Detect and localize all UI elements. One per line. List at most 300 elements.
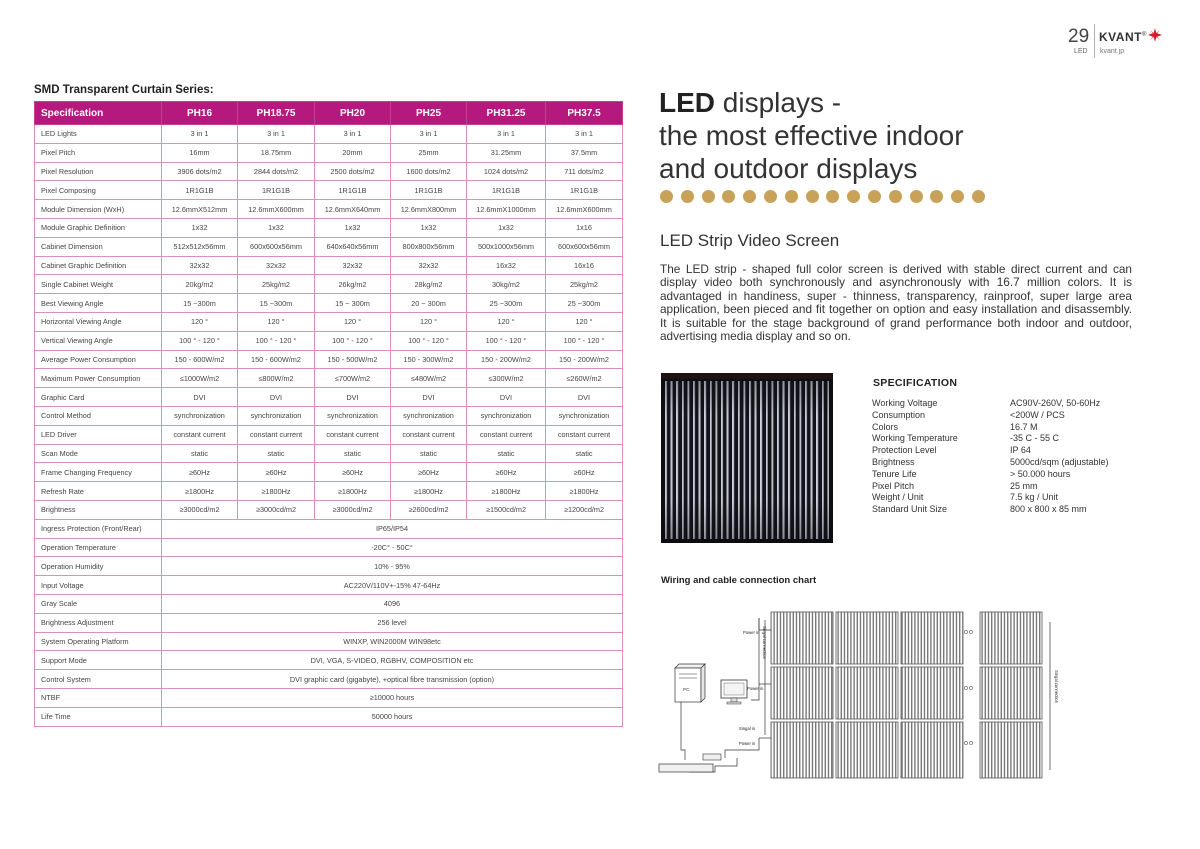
table-cell: constant current — [162, 425, 238, 444]
cabinet — [836, 667, 898, 719]
table-cell: 120 ° — [546, 312, 623, 331]
table-cell: 25 ~300m — [467, 294, 546, 313]
row-label: System Operating Platform — [35, 632, 162, 651]
gold-dot — [806, 190, 819, 203]
row-label: Ingress Protection (Front/Rear) — [35, 519, 162, 538]
row-label: Operation Humidity — [35, 557, 162, 576]
model-column-header: PH25 — [391, 102, 467, 125]
table-row — [35, 218, 623, 237]
table-row — [35, 576, 623, 595]
table-row — [35, 369, 623, 388]
decorative-dot-row — [660, 190, 985, 203]
table-cell: 12.6mmX640mm — [315, 200, 391, 219]
row-label: Module Graphic Definition — [35, 218, 162, 237]
signal-in-label: Singal in — [739, 726, 756, 731]
cabinet — [901, 667, 963, 719]
spec-table-header — [35, 102, 623, 125]
table-cell: 1R1G1B — [391, 181, 467, 200]
table-cell: ≥60Hz — [162, 463, 238, 482]
power-in-label: Power in — [743, 630, 760, 635]
table-cell: ≥1800Hz — [546, 482, 623, 501]
table-row — [35, 444, 623, 463]
table-cell: 1x32 — [467, 218, 546, 237]
table-row — [35, 425, 623, 444]
row-label: Life Time — [35, 707, 162, 726]
spec-key: Colors — [872, 421, 899, 432]
table-cell: ≥3000cd/m2 — [162, 500, 238, 519]
table-row — [35, 350, 623, 369]
row-label: Support Mode — [35, 651, 162, 670]
gold-dot — [722, 190, 735, 203]
table-row — [35, 651, 623, 670]
table-cell: 1x16 — [546, 218, 623, 237]
cabinet — [771, 722, 833, 778]
table-cell: ≥3000cd/m2 — [238, 500, 315, 519]
table-cell: 15 ~300m — [238, 294, 315, 313]
row-label: Brightness Adjustment — [35, 613, 162, 632]
row-label: Control Method — [35, 406, 162, 425]
table-cell: 12.6mmX1000mm — [467, 200, 546, 219]
gold-dot — [681, 190, 694, 203]
table-cell: 640x640x56mm — [315, 237, 391, 256]
table-cell: 150 - 300W/m2 — [391, 350, 467, 369]
monitor — [721, 680, 747, 704]
table-row — [35, 162, 623, 181]
row-label: Frame Changing Frequency — [35, 463, 162, 482]
table-cell: 37.5mm — [546, 143, 623, 162]
table-cell: ≥1500cd/m2 — [467, 500, 546, 519]
gold-dot — [910, 190, 923, 203]
table-cell: constant current — [238, 425, 315, 444]
table-title: SMD Transparent Curtain Series: — [34, 84, 214, 96]
table-cell: 500x1000x56mm — [467, 237, 546, 256]
led-curtain-photo — [661, 373, 833, 543]
table-cell: 800x800x56mm — [391, 237, 467, 256]
cabinet-connectors — [964, 630, 972, 744]
table-cell-merged: 256 level — [162, 613, 623, 632]
table-cell: 3 in 1 — [315, 125, 391, 144]
table-cell: ≥3000cd/m2 — [315, 500, 391, 519]
row-label: Maximum Power Consumption — [35, 369, 162, 388]
spec-key: Consumption — [872, 409, 926, 420]
table-cell: 2844 dots/m2 — [238, 162, 315, 181]
cabinet — [980, 667, 1042, 719]
cabinet — [901, 612, 963, 664]
gold-dot — [951, 190, 964, 203]
spec-key: Tenure Life — [872, 468, 917, 479]
table-cell: 100 ° - 120 ° — [467, 331, 546, 350]
table-row — [35, 707, 623, 726]
table-cell: DVI — [546, 388, 623, 407]
table-cell: 3906 dots/m2 — [162, 162, 238, 181]
controller-box — [659, 754, 721, 772]
signal-connection-label: Singal connection — [762, 626, 767, 660]
table-cell: synchronization — [546, 406, 623, 425]
row-label: Pixel Resolution — [35, 162, 162, 181]
strip-title: LED Strip Video Screen — [660, 231, 840, 250]
table-cell: 12.6mmX600mm — [238, 200, 315, 219]
table-row — [35, 594, 623, 613]
spec-item — [872, 504, 1172, 516]
table-cell: ≥60Hz — [391, 463, 467, 482]
spec-value: 5000cd/sqm (adjustable) — [1010, 456, 1109, 467]
table-cell: 120 ° — [467, 312, 546, 331]
table-cell: 100 ° - 120 ° — [546, 331, 623, 350]
table-cell: 12.6mmX512mm — [162, 200, 238, 219]
spec-key: Brightness — [872, 456, 915, 467]
power-in-label: Power in — [739, 741, 756, 746]
spec-item — [872, 410, 1172, 422]
table-row — [35, 557, 623, 576]
table-cell: 16mm — [162, 143, 238, 162]
table-cell: ≥60Hz — [546, 463, 623, 482]
spec-item — [872, 457, 1172, 469]
table-cell: 100 ° - 120 ° — [315, 331, 391, 350]
table-cell: static — [391, 444, 467, 463]
table-cell: 1024 dots/m2 — [467, 162, 546, 181]
table-cell: ≥60Hz — [467, 463, 546, 482]
table-cell: 3 in 1 — [391, 125, 467, 144]
row-label: Cabinet Graphic Definition — [35, 256, 162, 275]
spec-key: Working Voltage — [872, 398, 938, 408]
table-cell: 711 dots/m2 — [546, 162, 623, 181]
table-cell: 150 - 600W/m2 — [238, 350, 315, 369]
table-row — [35, 275, 623, 294]
cabinet — [771, 667, 833, 719]
spec-item — [872, 481, 1172, 493]
spec-value: > 50.000 hours — [1010, 468, 1071, 479]
table-row — [35, 538, 623, 557]
table-row — [35, 613, 623, 632]
table-cell: 16x16 — [546, 256, 623, 275]
spec-value: 7.5 kg / Unit — [1010, 492, 1059, 503]
table-cell: 1R1G1B — [238, 181, 315, 200]
table-cell: 100 ° - 120 ° — [162, 331, 238, 350]
table-cell: 1R1G1B — [315, 181, 391, 200]
table-cell: 1R1G1B — [467, 181, 546, 200]
row-label: Input Voltage — [35, 576, 162, 595]
cabinet — [980, 722, 1042, 778]
photo-shading — [661, 373, 833, 543]
table-cell: 20mm — [315, 143, 391, 162]
table-row — [35, 670, 623, 689]
row-label: Pixel Pitch — [35, 143, 162, 162]
table-cell: ≤260W/m2 — [546, 369, 623, 388]
table-cell: 25mm — [391, 143, 467, 162]
row-label: Cabinet Dimension — [35, 237, 162, 256]
row-label: Horizontal Viewing Angle — [35, 312, 162, 331]
table-cell: ≤300W/m2 — [467, 369, 546, 388]
table-cell: constant current — [315, 425, 391, 444]
table-cell: 512x512x56mm — [162, 237, 238, 256]
table-cell: constant current — [546, 425, 623, 444]
table-row — [35, 143, 623, 162]
spec-value: 800 x 800 x 85 mm — [1010, 504, 1087, 515]
cabinet — [980, 612, 1042, 664]
row-label: Best Viewing Angle — [35, 294, 162, 313]
table-cell: ≥1800Hz — [467, 482, 546, 501]
spec-value: IP 64 — [1010, 445, 1031, 456]
spec-key: Protection Level — [872, 445, 937, 456]
table-cell: 600x600x56mm — [238, 237, 315, 256]
table-row — [35, 256, 623, 275]
table-cell: 100 ° - 120 ° — [391, 331, 467, 350]
table-row — [35, 406, 623, 425]
spec-item — [872, 492, 1172, 504]
gold-dot — [826, 190, 839, 203]
row-label: Single Cabinet Weight — [35, 275, 162, 294]
table-cell: 100 ° - 120 ° — [238, 331, 315, 350]
table-row — [35, 200, 623, 219]
spec-value: 25 mm — [1010, 480, 1038, 491]
table-row — [35, 482, 623, 501]
row-label: Pixel Composing — [35, 181, 162, 200]
page-header — [1062, 24, 1192, 60]
cabinet — [901, 722, 963, 778]
table-cell: 31.25mm — [467, 143, 546, 162]
gold-dot — [930, 190, 943, 203]
wiring-diagram — [655, 600, 1075, 780]
table-cell: static — [238, 444, 315, 463]
spec-key: Pixel Pitch — [872, 480, 915, 491]
table-cell-merged: WINXP, WIN2000M WIN98etc — [162, 632, 623, 651]
table-cell: 20 ~ 300m — [391, 294, 467, 313]
table-cell-merged: 4096 — [162, 594, 623, 613]
table-row — [35, 294, 623, 313]
table-cell: DVI — [391, 388, 467, 407]
table-cell-merged: IP65/IP54 — [162, 519, 623, 538]
table-cell: synchronization — [391, 406, 467, 425]
table-cell: 3 in 1 — [238, 125, 315, 144]
row-label: Gray Scale — [35, 594, 162, 613]
brand-website: kvant.jp — [1100, 48, 1125, 55]
spec-table-body — [35, 125, 623, 727]
table-cell-merged: -20C° - 50C° — [162, 538, 623, 557]
table-cell: synchronization — [315, 406, 391, 425]
gold-dot — [972, 190, 985, 203]
row-label: Brightness — [35, 500, 162, 519]
table-cell: 150 - 200W/m2 — [467, 350, 546, 369]
hero-bold-word: LED — [659, 87, 715, 118]
pc-tower — [675, 664, 705, 702]
row-label: Vertical Viewing Angle — [35, 331, 162, 350]
table-row — [35, 388, 623, 407]
model-column-header: PH16 — [162, 102, 238, 125]
table-row — [35, 312, 623, 331]
table-cell: 32x32 — [238, 256, 315, 275]
table-cell: 3 in 1 — [467, 125, 546, 144]
table-cell: 120 ° — [162, 312, 238, 331]
spec-item — [872, 398, 1172, 410]
row-label: LED Lights — [35, 125, 162, 144]
gold-dot — [660, 190, 673, 203]
table-cell: ≥1800Hz — [238, 482, 315, 501]
table-cell: DVI — [162, 388, 238, 407]
spec-item — [872, 422, 1172, 434]
page-number: 29 — [1068, 26, 1090, 47]
table-cell: 25 ~300m — [546, 294, 623, 313]
hero-heading — [659, 86, 964, 185]
hero-line-1-rest: displays - — [715, 87, 842, 118]
table-cell: ≤480W/m2 — [391, 369, 467, 388]
gold-dot — [785, 190, 798, 203]
gold-dot — [868, 190, 881, 203]
model-column-header: PH18.75 — [238, 102, 315, 125]
table-cell-merged: DVI, VGA, S-VIDEO, RGBHV, COMPOSITION etc — [162, 651, 623, 670]
table-cell: 120 ° — [391, 312, 467, 331]
spec-item — [872, 433, 1172, 445]
table-cell: ≤700W/m2 — [315, 369, 391, 388]
table-cell: 32x32 — [315, 256, 391, 275]
section-label: LED — [1074, 48, 1088, 55]
table-cell: 1600 dots/m2 — [391, 162, 467, 181]
table-cell: 32x32 — [162, 256, 238, 275]
table-cell: 120 ° — [238, 312, 315, 331]
table-cell: DVI — [238, 388, 315, 407]
row-label: Scan Mode — [35, 444, 162, 463]
table-cell: ≥1200cd/m2 — [546, 500, 623, 519]
power-in-label: Power in — [747, 686, 764, 691]
table-cell: 150 - 600W/m2 — [162, 350, 238, 369]
table-row — [35, 331, 623, 350]
star-burst-icon — [1148, 28, 1162, 42]
strip-description: The LED strip - shaped full color screen is derived with stable direct current and can display video both synchronously and asynchronously with 16.7 million colors. It is advantaged in handiness, super - thinness, transparency, rainproof, super large area application, been pieced and fit together on option and easy installation and disassembly. It is suitable for the stage background of grand performance both indoor and outdoor, advertising media display and so on. — [660, 262, 1132, 344]
table-cell-merged: 50000 hours — [162, 707, 623, 726]
table-cell: 2500 dots/m2 — [315, 162, 391, 181]
gold-dot — [702, 190, 715, 203]
table-cell: 20kg/m2 — [162, 275, 238, 294]
spec-item — [872, 445, 1172, 457]
table-cell: 12.6mmX800mm — [391, 200, 467, 219]
table-cell: 1R1G1B — [546, 181, 623, 200]
spec-value: AC90V-260V, 50-60Hz — [1010, 398, 1101, 408]
spec-value: -35 C - 55 C — [1010, 433, 1060, 444]
table-cell-merged: ≥10000 hours — [162, 688, 623, 707]
spec-key: Standard Unit Size — [872, 504, 948, 515]
table-row — [35, 181, 623, 200]
cabinet — [836, 722, 898, 778]
table-row — [35, 632, 623, 651]
table-cell: 12.6mmX600mm — [546, 200, 623, 219]
gold-dot — [743, 190, 756, 203]
header-divider — [1094, 24, 1095, 58]
table-cell: 150 - 200W/m2 — [546, 350, 623, 369]
table-cell-merged: 10% - 95% — [162, 557, 623, 576]
spec-key: Working Temperature — [872, 433, 958, 444]
row-label: Refresh Rate — [35, 482, 162, 501]
table-cell: 1x32 — [238, 218, 315, 237]
table-cell: 150 - 500W/m2 — [315, 350, 391, 369]
table-cell: constant current — [467, 425, 546, 444]
gold-dot — [847, 190, 860, 203]
table-cell: ≥1800Hz — [315, 482, 391, 501]
row-label: Operation Temperature — [35, 538, 162, 557]
pc-label: PC — [683, 687, 690, 692]
spec-list — [872, 398, 1172, 516]
gold-dot — [889, 190, 902, 203]
table-cell: 25kg/m2 — [546, 275, 623, 294]
signal-connection-label: Singal connection — [1054, 670, 1059, 704]
table-cell: ≥60Hz — [238, 463, 315, 482]
table-cell: 25kg/m2 — [238, 275, 315, 294]
table-cell: ≥1800Hz — [391, 482, 467, 501]
table-cell: DVI — [315, 388, 391, 407]
table-cell: 1x32 — [315, 218, 391, 237]
row-label: Control System — [35, 670, 162, 689]
model-column-header: PH20 — [315, 102, 391, 125]
table-cell: 1x32 — [391, 218, 467, 237]
spec-table — [34, 101, 623, 727]
spec-item — [872, 469, 1172, 481]
table-cell: ≥1800Hz — [162, 482, 238, 501]
table-row — [35, 500, 623, 519]
spec-key: Weight / Unit — [872, 492, 924, 503]
row-label: Module Dimension (WxH) — [35, 200, 162, 219]
table-row — [35, 519, 623, 538]
brand-logo — [1099, 30, 1147, 44]
table-cell: static — [546, 444, 623, 463]
table-cell-merged: DVI graphic card (gigabyte), +optical fibre transmission (option) — [162, 670, 623, 689]
spec-list-title: SPECIFICATION — [873, 377, 958, 389]
table-cell: ≥2600cd/m2 — [391, 500, 467, 519]
table-cell: 3 in 1 — [162, 125, 238, 144]
row-label: Average Power Consumption — [35, 350, 162, 369]
table-cell: static — [467, 444, 546, 463]
hero-line-2: the most effective indoor — [659, 120, 964, 151]
row-label: LED Driver — [35, 425, 162, 444]
table-cell: ≤1000W/m2 — [162, 369, 238, 388]
wiring-title: Wiring and cable connection chart — [661, 575, 817, 586]
table-cell: 15 ~300m — [162, 294, 238, 313]
table-cell: 3 in 1 — [546, 125, 623, 144]
table-cell: 120 ° — [315, 312, 391, 331]
spec-column-header: Specification — [35, 102, 162, 125]
table-cell: 15 ~ 300m — [315, 294, 391, 313]
table-cell: synchronization — [162, 406, 238, 425]
table-cell: static — [315, 444, 391, 463]
table-cell: 30kg/m2 — [467, 275, 546, 294]
table-cell: 1R1G1B — [162, 181, 238, 200]
table-row — [35, 237, 623, 256]
row-label: NTBF — [35, 688, 162, 707]
table-cell: static — [162, 444, 238, 463]
hero-line-3: and outdoor displays — [659, 153, 918, 184]
brand-mark: ® — [1141, 32, 1147, 38]
table-cell-merged: AC220V/110V+-15% 47-64Hz — [162, 576, 623, 595]
table-cell: 600x600x56mm — [546, 237, 623, 256]
hero-line-1 — [659, 86, 964, 119]
table-cell: 18.75mm — [238, 143, 315, 162]
spec-value: <200W / PCS — [1010, 409, 1065, 420]
model-column-header: PH37.5 — [546, 102, 623, 125]
table-cell: synchronization — [467, 406, 546, 425]
model-column-header: PH31.25 — [467, 102, 546, 125]
gold-dot — [764, 190, 777, 203]
table-cell: 16x32 — [467, 256, 546, 275]
table-cell: 1x32 — [162, 218, 238, 237]
table-cell: DVI — [467, 388, 546, 407]
table-cell: ≥60Hz — [315, 463, 391, 482]
table-cell: 32x32 — [391, 256, 467, 275]
cabinet-grid — [771, 612, 1042, 778]
cabinet — [836, 612, 898, 664]
table-row — [35, 688, 623, 707]
table-row — [35, 463, 623, 482]
cabinet — [771, 612, 833, 664]
table-cell: 26kg/m2 — [315, 275, 391, 294]
table-row — [35, 125, 623, 144]
spec-value: 16.7 M — [1010, 421, 1038, 432]
